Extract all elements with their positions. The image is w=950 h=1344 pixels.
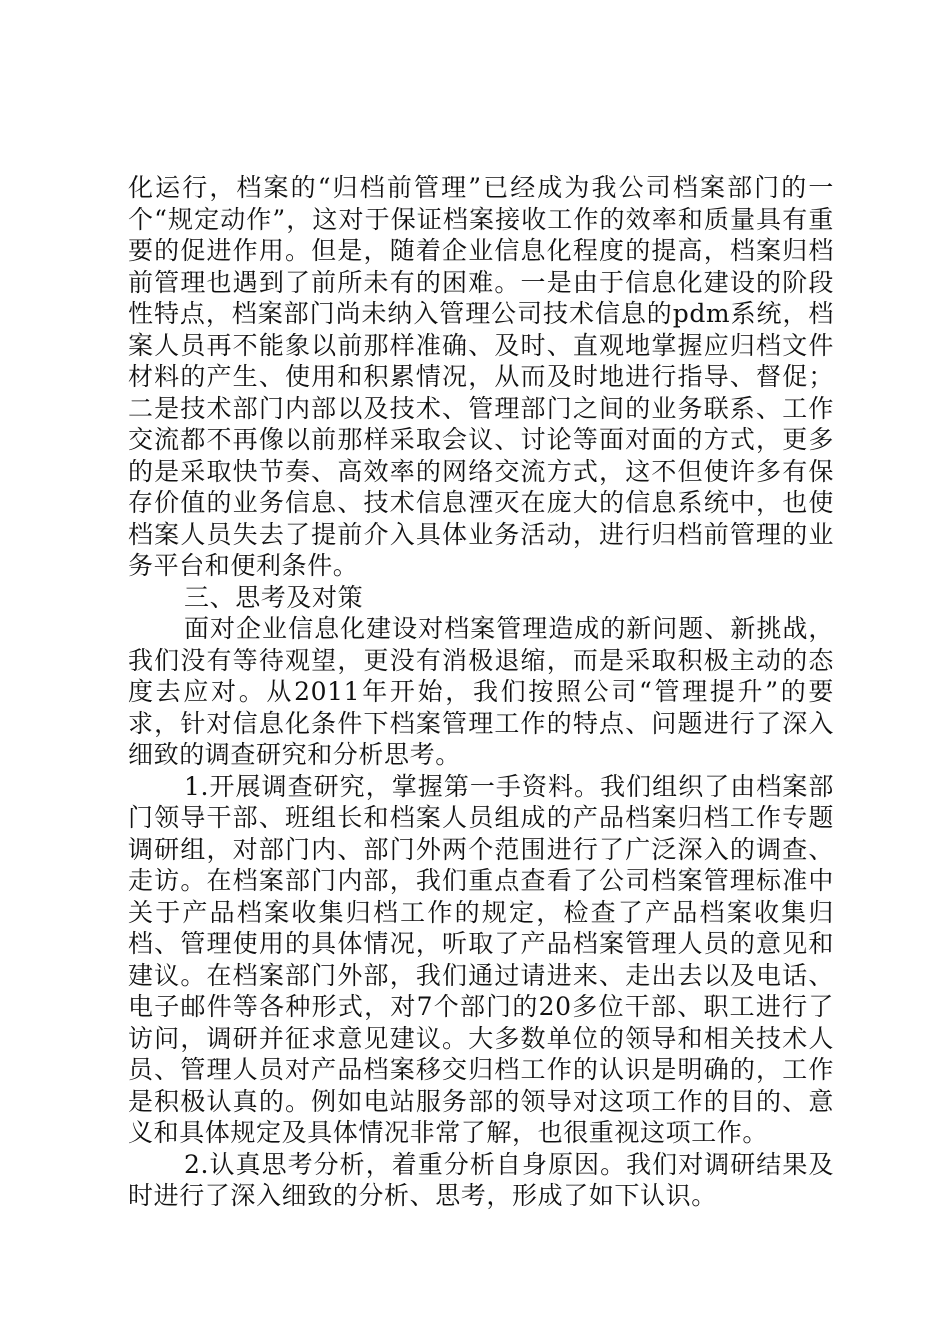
document-body (128, 172, 834, 1212)
body-paragraph: 面对企业信息化建设对档案管理造成的新问题、新挑战，我们没有等待观望，更没有消极退缩，而是采取积极主动的态度去应对。从2011年开始，我们按照公司“管理提升”的要求，针对信息化条件下档案管理工作的特点、问题进行了深入细致的调查研究和分析思考。 (128, 614, 834, 769)
body-paragraph: 化运行，档案的“归档前管理”已经成为我公司档案部门的一个“规定动作”，这对于保证档案接收工作的效率和质量具有重要的促进作用。但是，随着企业信息化程度的提高，档案归档前管理也遇到了前所未有的困难。一是由于信息化建设的阶段性特点，档案部门尚未纳入管理公司技术信息的pdm系统，档案人员再不能象以前那样准确、及时、直观地掌握应归档文件材料的产生、使用和积累情况，从而及时地进行指导、督促；二是技术部门内部以及技术、管理部门之间的业务联系、工作交流都不再像以前那样采取会议、讨论等面对面的方式，更多的是采取快节奏、高效率的网络交流方式，这不但使许多有保存价值的业务信息、技术信息湮灭在庞大的信息系统中，也使档案人员失去了提前介入具体业务活动，进行归档前管理的业务平台和便利条件。 (128, 173, 834, 580)
section-heading: 三、思考及对策 (184, 582, 364, 612)
body-paragraph: 1.开展调查研究，掌握第一手资料。我们组织了由档案部门领导干部、班组长和档案人员组成的产品档案归档工作专题调研组，对部门内、部门外两个范围进行了广泛深入的调查、走访。在档案部门内部，我们重点查看了公司档案管理标准中关于产品档案收集归档工作的规定，检查了产品档案收集归档、管理使用的具体情况，听取了产品档案管理人员的意见和建议。在档案部门外部，我们通过请进来、走出去以及电话、电子邮件等各种形式，对7个部门的20多位干部、职工进行了访问，调研并征求意见建议。大多数单位的领导和相关技术人员、管理人员对产品档案移交归档工作的认识是明确的，工作是积极认真的。例如电站服务部的领导对这项工作的目的、意义和具体规定及具体情况非常了解，也很重视这项工作。 (128, 771, 834, 1147)
body-paragraph: 2.认真思考分析，着重分析自身原因。我们对调研结果及时进行了深入细致的分析、思考，形成了如下认识。 (128, 1149, 834, 1210)
